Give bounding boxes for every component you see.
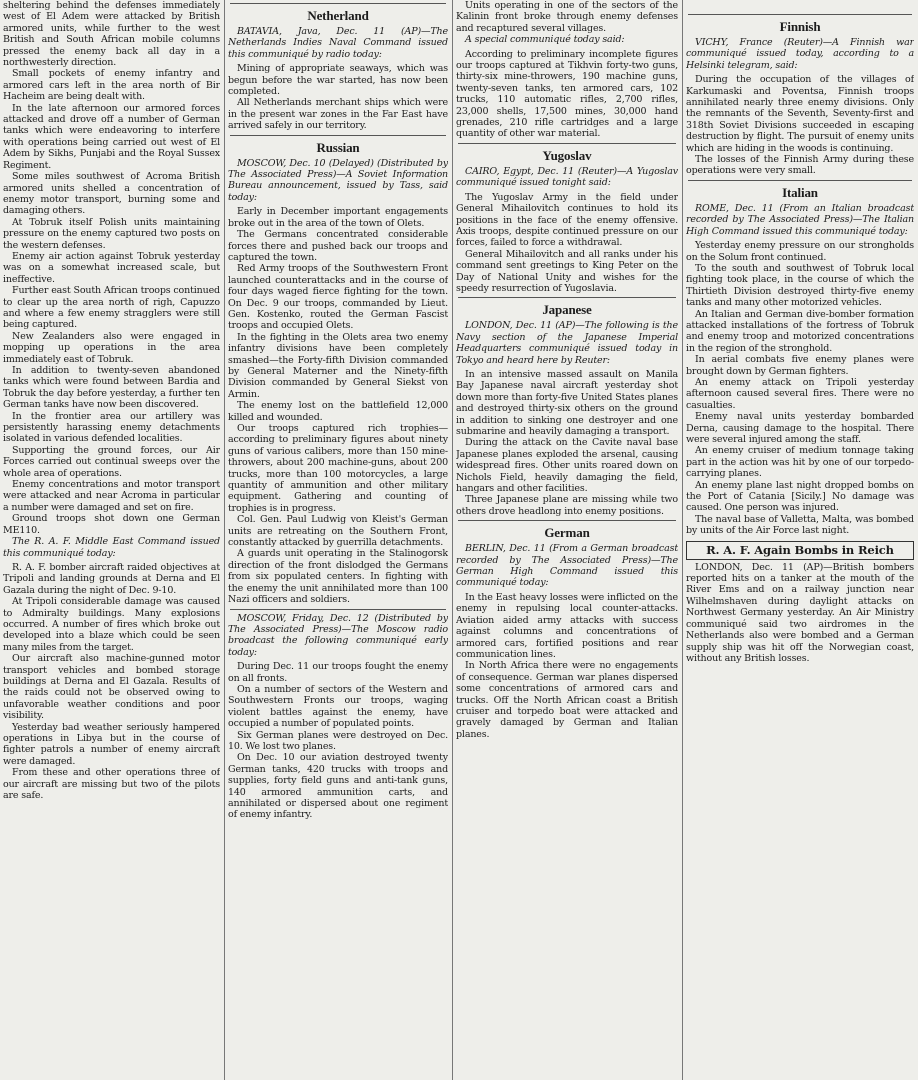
paragraph: In North Africa there were no engagements of consequence. German war planes dispersed some concentrations of armored cars and trucks. Off the North African coast a British cruiser and torpedo boat were attacked and gravely damaged by German and Italian planes. (456, 660, 678, 740)
paragraph: Three Japanese plane are missing while two others drove headlong into enemy positions. (456, 494, 678, 517)
paragraph: Our aircraft also machine-gunned motor transport vehicles and bombed storage buildings at Derna and El Gazala. Results of the raids could not be observed owing to unfavorable weather conditions and poor visibility. (3, 653, 220, 722)
section-rule (230, 609, 446, 610)
section-rule (230, 3, 446, 4)
paragraph: Units operating in one of the sectors of the Kalinin front broke through enemy defenses and recaptured several villages. (456, 0, 678, 34)
paragraph: On Dec. 10 our aviation destroyed twenty German tanks, 420 trucks with troops and supplies, forty field guns and anti-tank guns, 140 armored ammunition carts, and annihilated or dispersed about one regiment of enemy infantry. (228, 752, 448, 821)
headline-raf-again-bombs-reich: R. A. F. Again Bombs in Reich (686, 541, 914, 560)
section-heading-russian: Russian (316, 139, 360, 155)
paragraph: During Dec. 11 our troops fought the enemy on all fronts. (228, 661, 448, 684)
paragraph: On a number of sectors of the Western and Southwestern Fronts our troops, waging violent battles against the enemy, have occupied a number of populated points. (228, 683, 448, 730)
paragraph: Some miles southwest of Acroma British armored units shelled a concentration of enemy motor transport, burning some and damaging others. (3, 171, 220, 217)
paragraph: In the late afternoon our armored forces attacked and drove off a number of German tanks which were endeavoring to interfere with operations being carried out west of El Adem by Sikhs, Punjabi and the Royal Sussex Regiment. (3, 102, 220, 171)
paragraph: Enemy air action against Tobruk yesterday was on a somewhat increased scale, but ineffective. (3, 250, 220, 285)
paragraph: Further east South African troops continued to clear up the area north of righ, Capuzzo and where a few enemy stragglers were still being captured. (3, 285, 220, 331)
paragraph: Our troops captured rich trophies—according to preliminary figures about ninety guns of various calibers, more than 150 mine-throwers, about 200 machine-guns, about 200 trucks, more than 100 motorcycles, a large quantity of ammunition and other military equipment. Gathering and counting of trophies is in progress. (228, 423, 448, 514)
paragraph: Yesterday bad weather seriously hampered operations in Libya but in the course of fighter patrols a number of enemy aircraft were damaged. (3, 721, 220, 767)
paragraph: According to preliminary incomplete figures our troops captured at Tikhvin forty-two guns, thirty-six mine-throwers, 190 machine guns, twenty-seven tanks, ten armored cars, 102 trucks, 110 automatic rifles, 2,700 rifles, 23,000 shells, 17,500 mines, 30,000 hand grenades, 210 rifle cartridges and a large quantity of other war material. (456, 48, 678, 140)
paragraph: The Germans concentrated considerable forces there and pushed back our troops and captured the town. (228, 229, 448, 263)
section-rule (230, 135, 446, 136)
paragraph: Col. Gen. Paul Ludwig von Kleist's German units are retreating on the Southern Front, constantly attacked by guerrilla detachments. (228, 514, 448, 549)
paragraph: In addition to twenty-seven abandoned tanks which were found between Bardia and Tobruk the day before yesterday, a further ten German tanks have now been discovered. (3, 365, 220, 411)
paragraph: Enemy naval units yesterday bombarded Derna, causing damage to the hospital. There were several injured among the staff. (686, 411, 914, 445)
paragraph: The enemy lost on the battlefield 12,000 killed and wounded. (228, 400, 448, 423)
dateline-special-communique: A special communiqué today said: (465, 34, 625, 46)
paragraph: In the frontier area our artillery was persistently harassing enemy detachments isolated in various defended localities. (3, 410, 220, 445)
paragraph: In an intensive massed assault on Manila Bay Japanese naval aircraft yesterday shot down more than forty-five United States planes and destroyed thirty-six others on the ground in addition to sinking one destroyer and one submarine and heavily damaging a transport. (456, 368, 678, 437)
column-3 (456, 0, 678, 1080)
section-heading-japanese: Japanese (542, 302, 592, 318)
paragraph: During the occupation of the villages of Karkumaski and Poventsa, Finnish troops annihilated nearly three enemy divisions. Only the remnants of the Seventh, Seventy-first and 318th Soviet Divisions succeeded in escaping destruction by flight. The pursuit of enemy units which are hiding in the woods is continuing. (686, 74, 914, 154)
section-heading-yugoslav: Yugoslav (542, 147, 592, 163)
paragraph: In the fighting in the Olets area two enemy infantry divisions have been completely smashed—the Forty-fifth Division commanded by General Materner and the Ninety-fifth Division commanded by General Siekst von Armin. (228, 331, 448, 400)
paragraph: In the East heavy losses were inflicted on the enemy in repulsing local counter-attacks. Aviation aided army attacks with success against columns and concentrations of armored cars, fortified positions and rear communication lines. (456, 591, 678, 660)
paragraph: During the attack on the Cavite naval base Japanese planes exploded the arsenal, causing widespread fires. Other units roared down on Nichols Field, heavily damaging the field, hangars and other facilities. (456, 437, 678, 495)
section-rule (458, 297, 676, 298)
paragraph: An enemy cruiser of medium tonnage taking part in the action was hit by one of our torpedo-carrying planes. (686, 445, 914, 480)
paragraph: Small pockets of enemy infantry and armored cars left in the area north of Bir Hacheim are being dealt with. (3, 68, 220, 103)
paragraph: Six German planes were destroyed on Dec. 10. We lost two planes. (228, 729, 448, 752)
paragraph: Mining of appropriate seaways, which was begun before the war started, has now been completed. (228, 63, 448, 98)
paragraph: Early in December important engagements broke out in the area of the town of Olets. (228, 206, 448, 229)
column-2 (228, 0, 448, 1080)
paragraph: In aerial combats five enemy planes were brought down by German fighters. (686, 354, 914, 377)
section-heading-finnish: Finnish (779, 19, 821, 34)
section-heading-italian: Italian (782, 184, 818, 200)
paragraph: An enemy attack on Tripoli yesterday afternoon caused several fires. There were no casualties. (686, 376, 914, 411)
dateline-batavia: BATAVIA, Java, Dec. 11 (AP)—The Netherlands Indies Naval Command issued this communiqué by radio today: (228, 26, 448, 60)
section-rule (458, 143, 676, 144)
column-4 (686, 0, 914, 1080)
section-rule (458, 520, 676, 521)
dateline-raf-middle-east: The R. A. F. Middle East Command issued this communiqué today: (3, 536, 220, 559)
paragraph: From these and other operations three of our aircraft are missing but two of the pilots are safe. (3, 767, 220, 802)
paragraph: R. A. F. bomber aircraft raided objectives at Tripoli and landing grounds at Derna and El Gazala during the night of Dec. 9-10. (3, 561, 220, 596)
dateline-moscow: MOSCOW, Dec. 10 (Delayed) (Distributed by The Associated Press)—A Soviet Information Bureau announcement, issued by Tass, said today: (228, 157, 448, 203)
section-heading-german: German (544, 525, 590, 541)
column-1 (3, 0, 220, 1080)
dateline-vichy: VICHY, France (Reuter)—A Finnish war communiqué issued today, according to a Helsinki telegram, said: (686, 37, 914, 71)
dateline-rome: ROME, Dec. 11 (From an Italian broadcast recorded by The Associated Press)—The Italian High Command issued this communiqué today: (686, 202, 914, 237)
section-rule (688, 180, 912, 181)
section-rule (688, 14, 912, 15)
paragraph: Supporting the ground forces, our Air Forces carried out continual sweeps over the whole area of operations. (3, 444, 220, 479)
paragraph: The Yugoslav Army in the field under General Mihailovitch continues to hold its positions in the face of the enemy offensive. Axis troops, despite continued pressure on our forces, failed to force a withdrawal. (456, 191, 678, 249)
paragraph: A guards unit operating in the Stalinogorsk direction of the front dislodged the Germans from six populated centers. In fighting with the enemy the unit annihilated more than 100 Nazi officers and soldiers. (228, 548, 448, 606)
paragraph: LONDON, Dec. 11 (AP)—British bombers reported hits on a tanker at the mouth of the River Ems and on a railway junction near Wilhelmshaven during daylight attacks on Northwest Germany yesterday. An Air Ministry communiqué said two airdromes in the Netherlands also were bombed and a German supply ship was hit off the Norwegian coast, without any British losses. (686, 561, 914, 664)
paragraph: Red Army troops of the Southwestern Front launched counterattacks and in the course of four days waged fierce fighting for the town. On Dec. 9 our troops, commanded by Lieut. Gen. Kostenko, routed the German Fascist troops and occupied Olets. (228, 263, 448, 332)
column-divider (682, 0, 683, 1080)
dateline-berlin: BERLIN, Dec. 11 (From a German broadcast recorded by The Associated Press)—The German High Command issued this communiqué today: (456, 543, 678, 589)
dateline-cairo: CAIRO, Egypt, Dec. 11 (Reuter)—A Yugoslav communiqué issued tonight said: (456, 165, 678, 189)
dateline-moscow-friday: MOSCOW, Friday, Dec. 12 (Distributed by The Associated Press)—The Moscow radio broadcast the following communiqué early today: (228, 612, 448, 658)
paragraph: An enemy plane last night dropped bombs on the Port of Catania [Sicily.] No damage was caused. One person was injured. (686, 479, 914, 514)
paragraph: The naval base of Valletta, Malta, was bombed by units of the Air Force last night. (686, 513, 914, 537)
column-divider (224, 0, 225, 1080)
paragraph: All Netherlands merchant ships which were in the present war zones in the Far East have arrived safely in our territory. (228, 97, 448, 132)
paragraph: Yesterday enemy pressure on our strongholds on the Solum front continued. (686, 240, 914, 263)
paragraph: Enemy concentrations and motor transport were attacked and near Acroma in particular a number were damaged and set on fire. (3, 479, 220, 513)
paragraph: At Tobruk itself Polish units maintaining pressure on the enemy captured two posts on the western defenses. (3, 216, 220, 251)
paragraph: New Zealanders also were engaged in mopping up operations in the area immediately east of Tobruk. (3, 330, 220, 365)
column-divider (452, 0, 453, 1080)
paragraph: sheltering behind the defenses immediately west of El Adem were attacked by British armored units, while further to the west British and South African mobile columns pressed the enemy back all day in a northwesterly direction. (3, 0, 220, 69)
section-heading-netherland: Netherland (307, 8, 369, 23)
paragraph: At Tripoli considerable damage was caused to Admiralty buildings. Many explosions occurred. A number of fires which broke out developed into a blaze which could be seen many miles from the target. (3, 596, 220, 653)
paragraph: An Italian and German dive-bomber formation attacked installations of the fortress of Tobruk and enemy troop and motorized concentrations in the region of the stronghold. (686, 308, 914, 354)
paragraph: The losses of the Finnish Army during these operations were very small. (686, 154, 914, 177)
paragraph: Ground troops shot down one German ME110. (3, 513, 220, 536)
paragraph: General Mihailovitch and all ranks under his command sent greetings to King Peter on the Day of National Unity and wishes for the speedy resurrection of Yugoslavia. (456, 248, 678, 294)
dateline-london: LONDON, Dec. 11 (AP)—The following is the Navy section of the Japanese Imperial Headquarters communiqué issued today in Tokyo and heard here by Reuter: (456, 320, 678, 366)
paragraph: To the south and southwest of Tobruk local fighting took place, in the course of which the Thirtieth Division destroyed thirty-five enemy tanks and many other motorized vehicles. (686, 262, 914, 309)
